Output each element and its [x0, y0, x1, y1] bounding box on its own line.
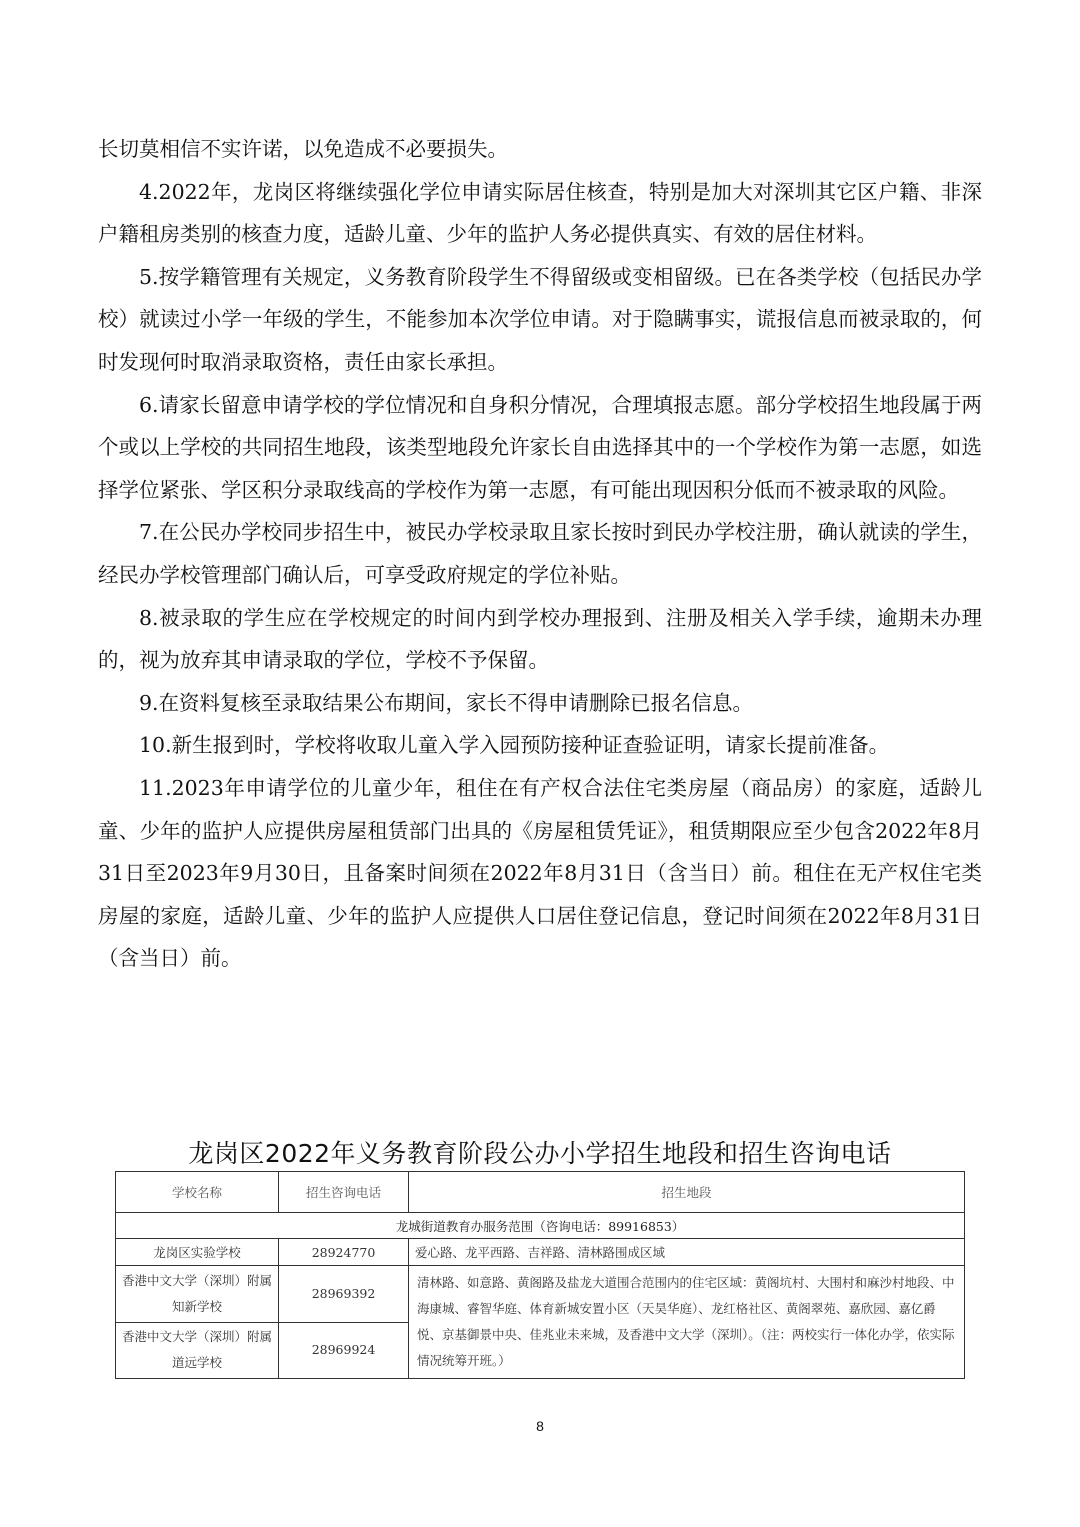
paragraph-item-8: 8.被录取的学生应在学校规定的时间内到学校办理报到、注册及相关入学手续，逾期未办理的，视为放弃其申请录取的学位，学校不予保留。 — [98, 605, 982, 673]
table-row — [116, 1239, 965, 1266]
paragraph-item-4: 4.2022年，龙岗区将继续强化学位申请实际居住核查，特别是加大对深圳其它区户籍、非深户籍租房类别的核查力度，适龄儿童、少年的监护人务必提供真实、有效的居住材料。 — [98, 179, 982, 247]
school-phone: 28969924 — [279, 1322, 409, 1379]
school-zone: 爱心路、龙平西路、吉祥路、清林路围成区域 — [409, 1239, 965, 1266]
table-row — [116, 1266, 965, 1323]
header-zone: 招生地段 — [409, 1172, 965, 1213]
section-label: 龙城街道教育办服务范围（咨询电话：89916853） — [116, 1213, 965, 1239]
paragraph: 长切莫相信不实许诺，以免造成不必要损失。 — [98, 137, 508, 161]
header-school: 学校名称 — [116, 1172, 279, 1213]
school-name: 龙岗区实验学校 — [116, 1239, 279, 1266]
table-section-row — [116, 1213, 965, 1239]
table-title: 龙岗区2022年义务教育阶段公办小学招生地段和招生咨询电话 — [188, 1139, 892, 1168]
paragraph-item-11: 11.2023年申请学位的儿童少年，租住在有产权合法住宅类房屋（商品房）的家庭，适龄儿童、少年的监护人应提供房屋租赁部门出具的《房屋租赁凭证》，租赁期限应至少包含2022年8月31日至2023年9月30日，且备案时间须在2022年8月31日（含当日）前。租住在无产权住宅类房屋的家庭，适龄儿童、少年的监护人应提供人口居住登记信息，登记时间须在2022年8月31日（含当日）前。 — [98, 775, 982, 971]
enrollment-table — [115, 1171, 965, 1379]
school-zone: 清林路、如意路、黄阁路及盐龙大道围合范围内的住宅区域：黄阁坑村、大围村和麻沙村地段、中海康城、睿智华庭、体育新城安置小区（天昊华庭）、龙红格社区、黄阁翠苑、嘉欣园、嘉亿爵悦、京基御景中央、佳兆业未来城，及香港中文大学（深圳）。（注：两校实行一体化办学，依实际情况统筹开班。） — [409, 1266, 965, 1379]
header-phone: 招生咨询电话 — [279, 1172, 409, 1213]
school-name: 香港中文大学（深圳）附属知新学校 — [116, 1266, 279, 1323]
paragraph-item-5: 5.按学籍管理有关规定，义务教育阶段学生不得留级或变相留级。已在各类学校（包括民办学校）就读过小学一年级的学生，不能参加本次学位申请。对于隐瞒事实，谎报信息而被录取的，何时发现何时取消录取资格，责任由家长承担。 — [98, 264, 982, 374]
page-number: 8 — [536, 1418, 544, 1434]
body-text — [98, 128, 982, 980]
school-phone: 28969392 — [279, 1266, 409, 1323]
paragraph-item-10: 10.新生报到时，学校将收取儿童入学入园预防接种证查验证明，请家长提前准备。 — [139, 733, 890, 758]
paragraph-item-6: 6.请家长留意申请学校的学位情况和自身积分情况，合理填报志愿。部分学校招生地段属于两个或以上学校的共同招生地段，该类型地段允许家长自由选择其中的一个学校作为第一志愿，如选择学位紧张、学区积分录取线高的学校作为第一志愿，有可能出现因积分低而不被录取的风险。 — [98, 392, 982, 502]
school-name: 香港中文大学（深圳）附属道远学校 — [116, 1322, 279, 1379]
school-phone: 28924770 — [279, 1239, 409, 1266]
table-header-row — [116, 1172, 965, 1213]
paragraph-item-9: 9.在资料复核至录取结果公布期间，家长不得申请删除已报名信息。 — [139, 690, 754, 715]
paragraph-item-7: 7.在公民办学校同步招生中，被民办学校录取且家长按时到民办学校注册，确认就读的学生，经民办学校管理部门确认后，可享受政府规定的学位补贴。 — [98, 520, 982, 587]
